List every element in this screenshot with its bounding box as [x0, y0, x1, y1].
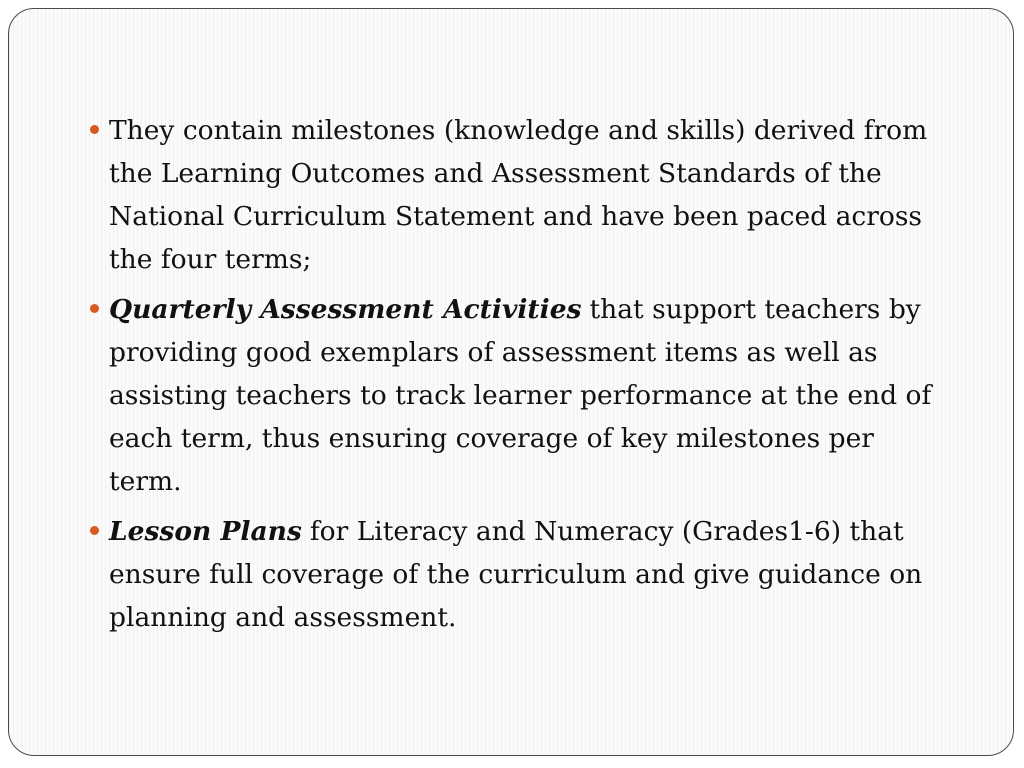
bullet-dot-icon [90, 304, 99, 313]
bullet-emphasis: Lesson Plans [109, 516, 302, 547]
bullet-text: They contain milestones (knowledge and skills) derived from the Learning Outcomes and Assessment Standards of the National Curriculum Statement and have been paced across the four terms; [109, 115, 928, 275]
slide-frame [8, 8, 1014, 756]
bullet-item-assessment-activities [109, 288, 939, 503]
bullet-dot-icon [90, 125, 99, 134]
bullet-list [109, 109, 939, 646]
bullet-emphasis: Quarterly Assessment Activities [109, 294, 582, 325]
bullet-item-lesson-plans [109, 510, 939, 639]
bullet-text: that support teachers by providing good exemplars of assessment items as well as assisting teachers to track learner performance at the end of each term, thus ensuring coverage of key milestones per term. [109, 294, 932, 497]
bullet-text: for Literacy and Numeracy (Grades1-6) that ensure full coverage of the curriculum and give guidance on planning and assessment. [109, 516, 923, 633]
bullet-item-milestones [109, 109, 939, 281]
bullet-dot-icon [90, 526, 99, 535]
